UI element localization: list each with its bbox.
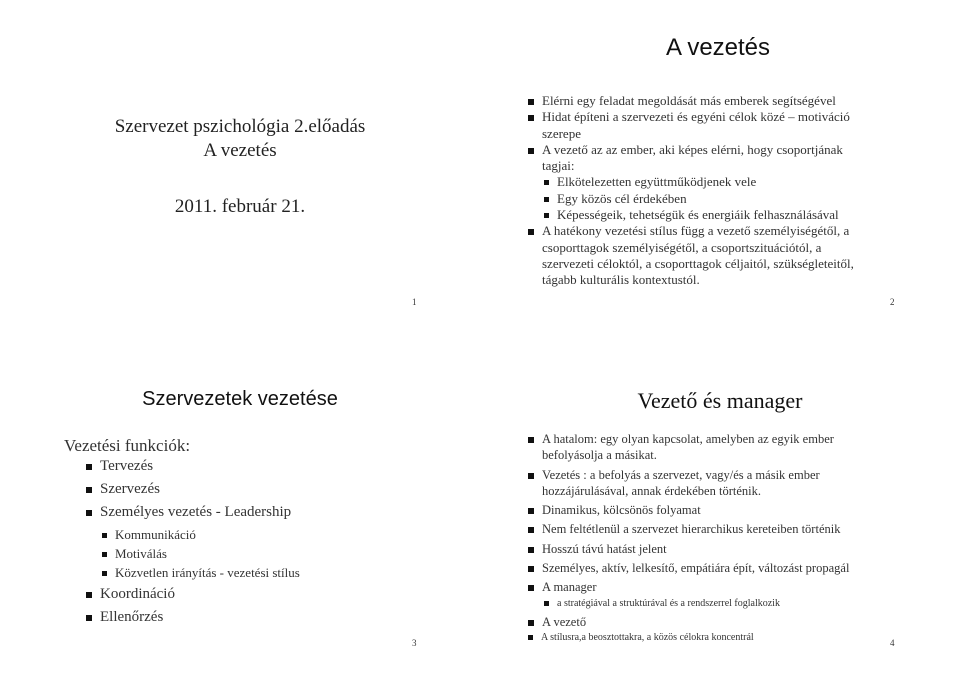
- slide-1-date: 2011. február 21.: [174, 196, 306, 217]
- list-item: A manager: [528, 579, 953, 595]
- sub-list-item: Kommunikáció: [86, 527, 466, 546]
- bullet-icon: [528, 527, 534, 533]
- slide-2-title: A vezetés: [665, 34, 771, 61]
- list-item: Ellenőrzés: [86, 609, 466, 632]
- slide-1-title-line-1: Szervezet pszichológia 2.előadás: [114, 116, 366, 137]
- slide-1: [0, 0, 480, 342]
- slide-4-title: Vezető és manager: [637, 388, 803, 413]
- list-item: Személyes vezetés - Leadership: [86, 504, 466, 527]
- slide-2-body: [528, 93, 948, 289]
- list-item: Szervezés: [86, 481, 466, 504]
- bullet-icon: [528, 473, 534, 479]
- bullet-icon: [528, 229, 534, 235]
- page-number-4: 4: [890, 638, 895, 648]
- sub-list-item: Motiválás: [86, 546, 466, 565]
- bullet-icon: [86, 487, 92, 493]
- bullet-icon: [528, 547, 534, 553]
- list-item: Tervezés: [86, 458, 466, 481]
- list-item-continuation: csoporttagok személyiségétől, a csoportszituációtól, a: [542, 239, 822, 255]
- slide-2: [480, 0, 960, 342]
- bullet-icon: [544, 197, 549, 202]
- slide-3-subtitle: Vezetési funkciók:: [64, 436, 191, 455]
- sub-list-item: a stratégiával a struktúrával és a rendszerrel foglalkozik: [528, 596, 953, 612]
- list-item-continuation: befolyásolja a másikat.: [542, 448, 657, 463]
- bullet-icon: [86, 510, 92, 516]
- bullet-icon: [86, 592, 92, 598]
- bullet-icon: [86, 615, 92, 621]
- list-item: Vezetés : a befolyás a szervezet, vagy/és a másik ember: [528, 467, 953, 483]
- list-item-continuation: tágabb kulturális kontextustól.: [542, 272, 700, 288]
- slide-4: [480, 342, 960, 684]
- list-item: Dinamikus, kölcsönös folyamat: [528, 502, 953, 518]
- bullet-icon: [528, 148, 534, 154]
- slide-3: [0, 342, 480, 684]
- slide-4-body: [528, 431, 953, 647]
- list-item: A hatékony vezetési stílus függ a vezető személyiségétől, a: [528, 223, 948, 239]
- sub-list-item: Elkötelezetten együttműködjenek vele: [528, 174, 948, 190]
- list-item: A vezető az az ember, aki képes elérni, hogy csoportjának: [528, 142, 948, 158]
- bullet-icon: [102, 533, 107, 538]
- page-number-3: 3: [412, 638, 417, 648]
- list-item-continuation: szerepe: [542, 125, 581, 141]
- bullet-icon: [528, 508, 534, 514]
- list-item: Koordináció: [86, 586, 466, 609]
- bullet-icon: [528, 585, 534, 591]
- list-item: Hidat építeni a szervezeti és egyéni célok közé – motiváció: [528, 109, 948, 125]
- sub-list-item: Képességeik, tehetségük és energiáik felhasználásával: [528, 207, 948, 223]
- sub-list-item: Közvetlen irányítás - vezetési stílus: [86, 565, 466, 586]
- page-number-1: 1: [412, 297, 417, 307]
- page-number-2: 2: [890, 297, 895, 307]
- sub-list-item: A stílusra,a beosztottakra, a közös célokra koncentrál: [528, 630, 953, 646]
- bullet-icon: [86, 464, 92, 470]
- list-item: A vezető: [528, 614, 953, 630]
- list-item: A hatalom: egy olyan kapcsolat, amelyben az egyik ember: [528, 431, 953, 447]
- list-item-continuation: tagjai:: [542, 158, 575, 174]
- slide-1-title-line-2: A vezetés: [203, 140, 277, 161]
- bullet-icon: [102, 552, 107, 557]
- bullet-icon: [528, 566, 534, 572]
- bullet-icon: [102, 571, 107, 576]
- list-item: Személyes, aktív, lelkesítő, empátiára épít, változást propagál: [528, 560, 953, 576]
- list-item: Elérni egy feladat megoldását más emberek segítségével: [528, 93, 948, 109]
- list-item-continuation: szervezeti céloktól, a csoporttagok céljaitól, szükségleteitől,: [542, 255, 854, 271]
- bullet-icon: [528, 437, 534, 443]
- bullet-icon: [528, 99, 534, 105]
- list-item: Hosszú távú hatást jelent: [528, 541, 953, 557]
- list-item: Nem feltétlenül a szervezet hierarchikus kereteiben történik: [528, 521, 953, 537]
- bullet-icon: [544, 213, 549, 218]
- list-item-continuation: hozzájárulásával, annak érdekében történik.: [542, 483, 761, 498]
- bullet-icon: [528, 635, 533, 640]
- bullet-icon: [544, 180, 549, 185]
- sub-list-item: Egy közös cél érdekében: [528, 191, 948, 207]
- slide-3-list: [86, 458, 466, 632]
- bullet-icon: [544, 601, 549, 606]
- bullet-icon: [528, 620, 534, 626]
- slide-3-title: Szervezetek vezetése: [142, 388, 338, 410]
- bullet-icon: [528, 115, 534, 121]
